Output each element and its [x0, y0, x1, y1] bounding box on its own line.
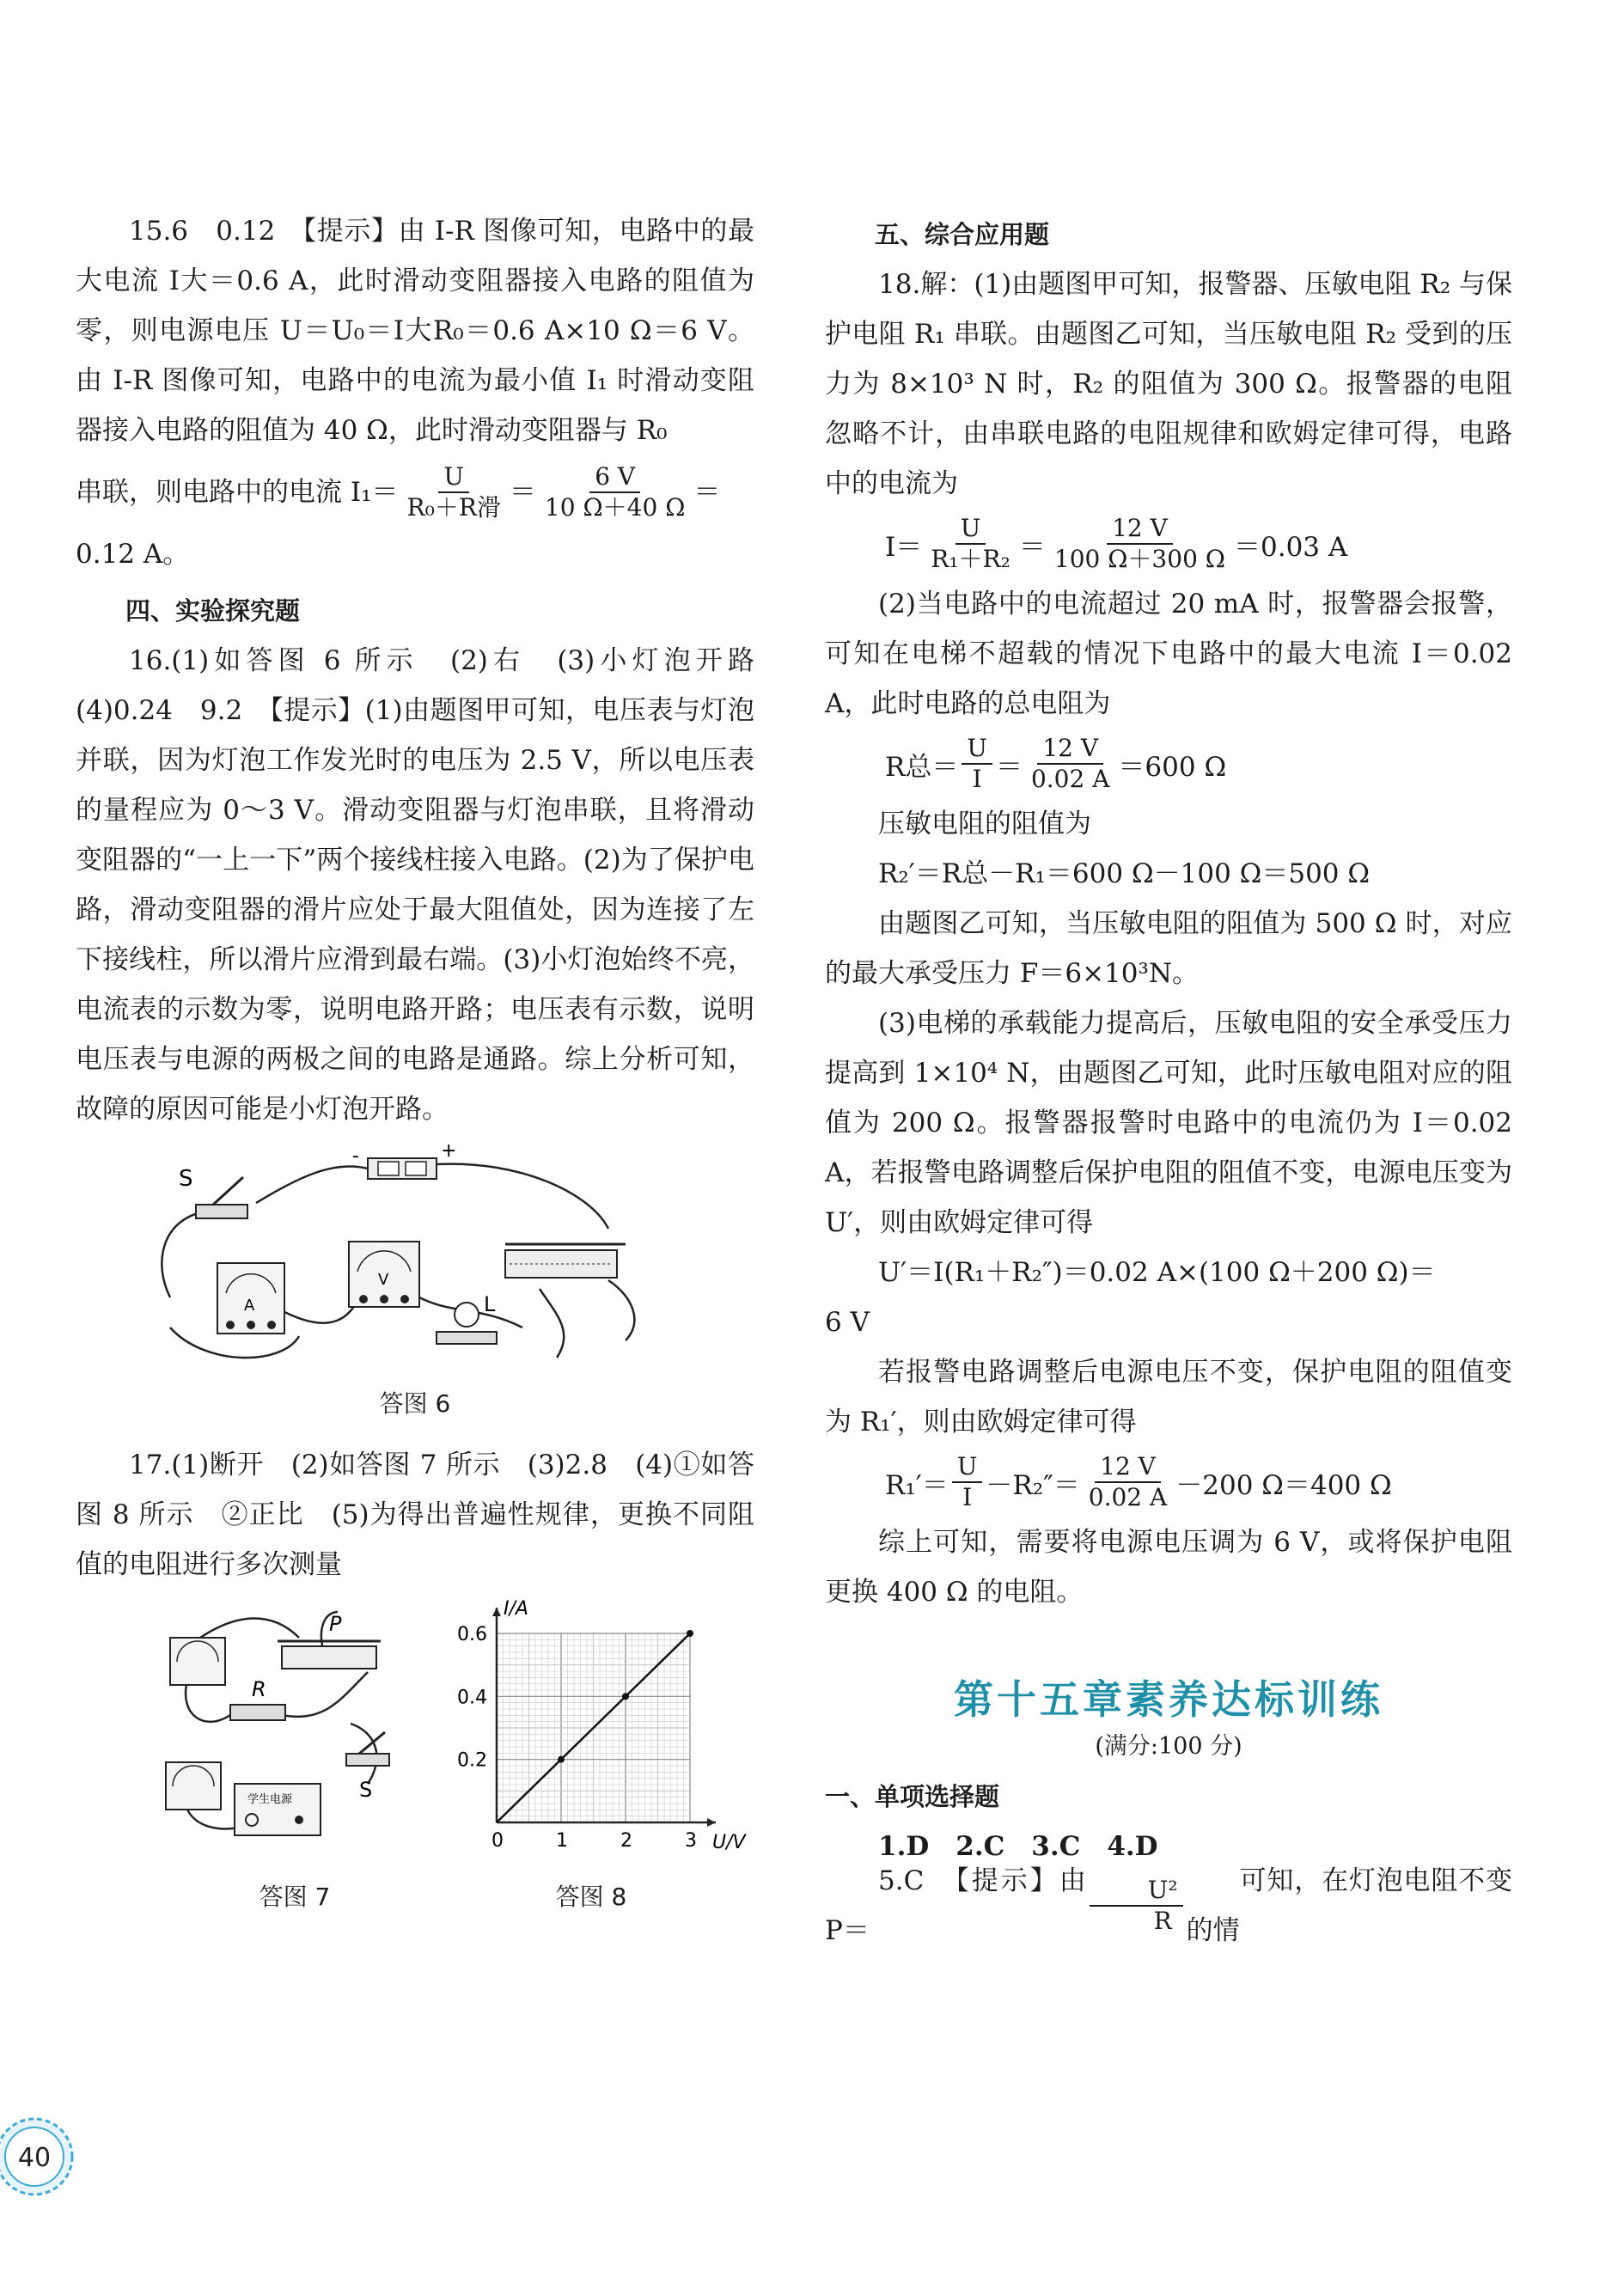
data-point: [687, 1630, 693, 1637]
figure-8-caption: 答图 8: [555, 1883, 627, 1911]
figure-7-caption: 答图 7: [259, 1883, 331, 1911]
answer-15: 15.6 0.12 【提示】由 I-R 图像可知，电路中的最大电流 I大＝0.6 A，此时滑动变阻器接入电路的阻值为零，则电源电压 U＝U₀＝I大R₀＝0.6 A×10 Ω＝6 V。由 I-R 图像可知，电路中的电流为最小值 I₁ 时滑动变阻器接入电路的阻值为 40 Ω，此时滑动变阻器与 R₀: [76, 216, 754, 446]
circuit-diagram-7: [153, 1603, 437, 1861]
fraction-numerator: 6 V: [589, 462, 640, 493]
fraction: [962, 734, 992, 794]
fraction-denominator: R₁＋R₂: [931, 545, 1010, 573]
fraction-numerator: U²: [1090, 1876, 1183, 1907]
fraction: [952, 1452, 983, 1512]
fraction-numerator: U: [438, 462, 469, 493]
answer-18-part3: 由题图乙可知，当压敏电阻的阻值为 500 Ω 时，对应的最大承受压力 F＝6×10³N。: [825, 908, 1512, 989]
answers-1-4: 1.D 2.C 3.C 4.D: [878, 1831, 1158, 1862]
voltmeter-label: V: [378, 1271, 389, 1289]
formula-r1: [825, 1447, 1512, 1517]
answer-5-suffix: 可知，在灯泡电阻不变的情: [1186, 1865, 1512, 1946]
answer-17: 17.(1)断开 (2)如答图 7 所示 (3)2.8 (4)①如答图 8 所示 ②正比 (5)为得出普遍性规律，更换不同阻值的电阻进行多次测量: [76, 1450, 754, 1580]
switch: [179, 1166, 247, 1218]
formula-result: ＝0.03 A: [1234, 531, 1348, 563]
meter-top: [170, 1638, 225, 1685]
data-point: [622, 1693, 629, 1700]
left-column: [76, 206, 781, 1930]
page-number: 40: [17, 2143, 52, 2173]
formula-r2: R₂′＝R总－R₁＝600 Ω－100 Ω＝500 Ω: [878, 858, 1371, 889]
lamp: [437, 1292, 497, 1344]
figure-6: [76, 1140, 754, 1426]
x-axis-label: U/V: [712, 1832, 746, 1853]
fraction-numerator: U: [952, 1452, 983, 1483]
section-5-heading: 五、综合应用题: [875, 220, 1050, 249]
x-tick-label: 1: [556, 1830, 568, 1852]
switch-label: S: [179, 1166, 193, 1192]
voltmeter: [349, 1242, 419, 1307]
fraction-denominator: 10 Ω＋40 Ω: [544, 493, 686, 522]
fraction-denominator: R₀＋R滑: [406, 493, 501, 522]
x-tick-label: 3: [685, 1830, 697, 1852]
switch: [346, 1732, 389, 1802]
formula-prefix: R₁′＝: [885, 1469, 949, 1501]
fraction-denominator: I: [972, 765, 982, 793]
chapter-title: 第十五章素养达标训练: [954, 1676, 1383, 1723]
section-4-heading: 四、实验探究题: [125, 596, 301, 626]
formula-voltage: U′＝I(R₁＋R₂″)＝0.02 A×(100 Ω＋200 Ω)＝: [878, 1257, 1436, 1288]
formula-prefix: I＝: [885, 531, 923, 563]
circuit-diagram-6: [76, 1140, 754, 1383]
answer-18-part2: (2)当电路中的电流超过 20 mA 时，报警器会报警，可知在电梯不超载的情况下电路中的最大电流 I＝0.02 A，此时电路的总电阻为: [825, 589, 1512, 719]
power-supply: [235, 1784, 321, 1835]
iu-graph-8: [454, 1598, 746, 1870]
ammeter: [217, 1263, 284, 1334]
formula-result: ＝600 Ω: [1118, 751, 1227, 783]
rheostat: [505, 1244, 626, 1278]
answer-18-part5: 若报警电路调整后电源电压不变，保护电阻的阻值变为 R₁′，则由欧姆定律可得: [825, 1357, 1512, 1437]
formula-current: I＝ $\frac{U}{\text{R₁＋R₂}}$ ＝ $\frac{12 V}{100 \Omega+300 \Omega}$ ＝0.03 A: [885, 514, 1348, 573]
fraction-denominator: 100 Ω＋300 Ω: [1053, 545, 1225, 573]
fraction: [1026, 734, 1114, 794]
formula-result: －200 Ω＝400 Ω: [1175, 1469, 1392, 1501]
x-tick-label: 0: [491, 1830, 504, 1852]
formula-total-resistance: R总＝ $\frac{U}{I}$ ＝ $\frac{12 V}{0.02 A}$ ＝600 Ω: [885, 734, 1227, 793]
fraction-denominator: R: [1153, 1907, 1172, 1935]
y-tick-label: 0.2: [457, 1749, 487, 1772]
fraction-denominator: I: [962, 1483, 973, 1511]
resistor-label: R: [252, 1677, 266, 1701]
fraction: [540, 462, 691, 522]
fraction: [402, 462, 506, 522]
slider-label: P: [329, 1612, 342, 1636]
answer-5-prefix: 5.C 【提示】由 P＝: [825, 1865, 1086, 1946]
rheostat: [278, 1612, 381, 1669]
y-tick-label: 0.6: [457, 1624, 487, 1645]
fraction-numerator: 12 V: [1107, 514, 1173, 545]
answer-18-part1: 18.解：(1)由题图甲可知，报警器、压敏电阻 R₂ 与保护电阻 R₁ 串联。由题图乙可知，当压敏电阻 R₂ 受到的压力为 8×10³ N 时，R₂ 的阻值为 300 Ω。报警器的电阻忽略不计，由串联电路的电阻规律和欧姆定律可得，电路中的电流为: [825, 269, 1512, 499]
fraction: [1049, 514, 1230, 574]
x-tick-label: 2: [620, 1830, 632, 1852]
lamp-label: L: [484, 1292, 496, 1316]
battery: [352, 1140, 456, 1179]
answer-5: [825, 1865, 1512, 1946]
battery-plus: +: [441, 1140, 457, 1162]
fraction: [1090, 1876, 1183, 1936]
right-column: [825, 206, 1512, 1946]
answer-15-formula: 串联，则电路中的电流 I₁＝ $\frac{U}{\text{R₀＋R滑}}$ ＝ $\frac{6 V}{10 \Omega+40 \Omega}$ ＝: [76, 462, 721, 522]
page-number-badge: [0, 2114, 86, 2200]
section-1-heading: 一、单项选择题: [825, 1782, 1000, 1811]
x-axis-arrow: [707, 1818, 716, 1827]
battery-minus: -: [352, 1145, 359, 1167]
formula-prefix: 串联，则电路中的电流 I₁＝: [76, 477, 399, 508]
fraction-denominator: 0.02 A: [1030, 765, 1110, 793]
answer-18-text: 压敏电阻的阻值为: [878, 809, 1091, 839]
formula-prefix: R总＝: [885, 751, 959, 783]
figures-7-8: [76, 1598, 754, 1930]
fraction-numerator: U: [962, 734, 992, 765]
fraction: [1084, 1452, 1172, 1512]
fraction-denominator: 0.02 A: [1088, 1483, 1168, 1511]
switch-label: S: [359, 1778, 373, 1802]
data-point: [558, 1756, 565, 1763]
fraction-numerator: 12 V: [1037, 734, 1103, 765]
y-axis-label: I/A: [504, 1598, 528, 1620]
score-note: (满分:100 分): [1095, 1733, 1242, 1760]
figure-6-caption: 答图 6: [379, 1389, 451, 1418]
y-tick-label: 0.4: [457, 1687, 487, 1709]
resistor: [230, 1677, 285, 1720]
formula-voltage-end: 6 V: [825, 1307, 870, 1338]
meter-bottom: [166, 1762, 221, 1810]
fraction-numerator: 12 V: [1095, 1452, 1161, 1483]
answer-18-part4: (3)电梯的承载能力提高后，压敏电阻的安全承受压力提高到 1×10⁴ N，由题图乙可知，此时压敏电阻对应的阻值为 200 Ω。报警器报警时电路中的电流仍为 I＝0.02 A，若报警电路调整后保护电阻的阻值不变，电源电压变为 U′，则由欧姆定律可得: [825, 1008, 1512, 1238]
y-axis-arrow: [492, 1608, 501, 1616]
power-supply-label: 学生电源: [247, 1793, 293, 1806]
ammeter-label: A: [244, 1297, 255, 1315]
answer-15-end: 0.12 A。: [76, 539, 190, 570]
fraction-numerator: U: [955, 514, 986, 545]
answer-16: 16.(1)如答图 6 所示 (2)右 (3)小灯泡开路 (4)0.24 9.2 【提示】(1)由题图甲可知，电压表与灯泡并联，因为灯泡工作发光时的电压为 2.5 V，所以电压表的量程应为 0～3 V。滑动变阻器与灯泡串联，且将滑动变阻器的“一上一下”两个接线柱接入电路。(2)为了保护电路，滑动变阻器的滑片应处于最大阻值处，因为连接了左下接线柱，所以滑片应滑到最右端。(3)小灯泡始终不亮，电流表的示数为零，说明电路开路；电压表有示数，说明电压表与电源的两极之间的电路是通路。综上分析可知，故障的原因可能是小灯泡开路。: [76, 645, 781, 1125]
formula-middle: －R₂″＝: [986, 1469, 1080, 1501]
answer-18-conclusion: 综上可知，需要将电源电压调为 6 V，或将保护电阻更换 400 Ω 的电阻。: [825, 1527, 1512, 1608]
fraction: [925, 514, 1016, 574]
